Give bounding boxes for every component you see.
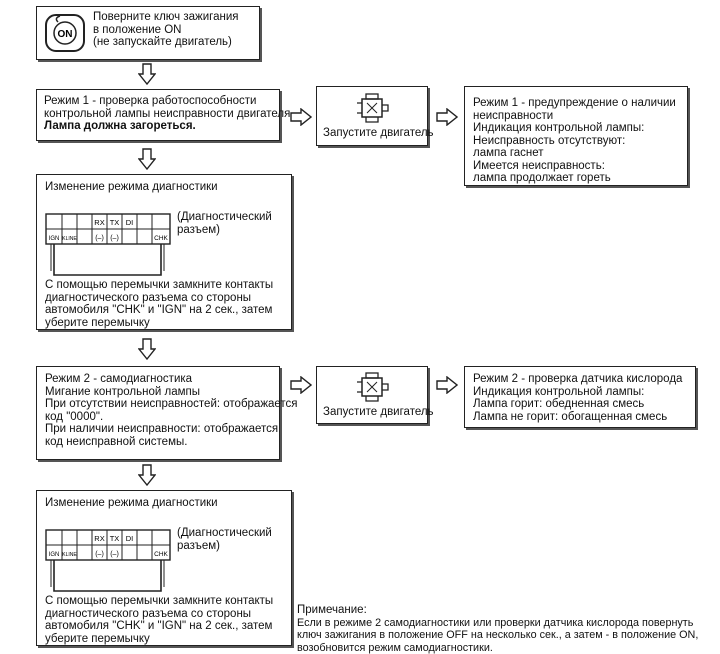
connector-caption-2: (Диагностический разъем)	[177, 527, 272, 552]
mode2-self-line-5: При наличии неисправности: отображается	[45, 423, 279, 435]
mode1-check-line-1: Режим 1 - проверка работоспособности	[44, 95, 257, 107]
mode2-self-line-2: Мигание контрольной лампы	[45, 385, 200, 398]
diagnostic-connector-icon	[45, 213, 171, 281]
mode1-warn-line-3: Индикация контрольной лампы:	[473, 122, 645, 134]
mode2-self-line-6: код неисправной системы.	[45, 435, 188, 448]
mode1-warn-line-4: Неисправность отсутствуют:	[473, 134, 626, 147]
pin-rx: RX	[94, 218, 105, 227]
mode2-oxy-line-2: Индикация контрольной лампы:	[473, 385, 645, 398]
mode2-oxy-line-3: Лампа горит: обедненная смесь	[473, 398, 645, 410]
engine-icon	[353, 91, 393, 125]
pin-tx: TX	[109, 218, 120, 227]
diagnostic-connector-icon	[45, 529, 171, 597]
mode1-warn-line-5: лампа гаснет	[473, 147, 544, 159]
start-engine-box-1	[316, 86, 434, 146]
ignition-line-2: в положение ON	[93, 23, 182, 36]
mode1-check-bold: Лампа должна загореться.	[44, 120, 196, 132]
mode1-warning-box	[464, 86, 688, 186]
mode2-self-line-3: При отсутствии неисправностей: отображается	[45, 398, 298, 410]
right-arrow-icon	[290, 376, 312, 394]
ignition-step-box	[36, 6, 260, 60]
mode1-check-box	[36, 89, 291, 141]
mode1-warn-line-2: неисправности	[473, 109, 554, 122]
pin-di: DI	[125, 534, 134, 543]
pin-minus-2: (–)	[110, 235, 119, 242]
pin-kline: KLINE	[62, 236, 77, 242]
ignition-icon-label: ON	[57, 29, 73, 40]
jumper-instruction-1: С помощью перемычки замкните контакты диагностического разъема со стороны автомобиля "CHK" и "IGN" на 2 сек., затем уберите перемычку	[45, 279, 274, 329]
diag-change-box-2	[36, 490, 292, 646]
down-arrow-icon	[138, 63, 156, 85]
pin-rx: RX	[94, 534, 105, 543]
mode2-oxygen-box	[464, 366, 696, 428]
mode1-warn-line-1: Режим 1 - предупреждение о наличии	[473, 97, 676, 109]
start-engine-label-2: Запустите двигатель	[323, 406, 434, 418]
down-arrow-icon	[138, 464, 156, 486]
down-arrow-icon	[138, 338, 156, 360]
mode1-check-line-2: контрольной лампы неисправности двигателя	[44, 107, 291, 120]
right-arrow-icon	[436, 108, 458, 126]
footnote	[297, 604, 715, 654]
note-line-1: Если в режиме 2 самодиагностики или проверки датчика кислорода повернуть	[297, 616, 694, 629]
diag-change-title-1: Изменение режима диагностики	[45, 181, 218, 193]
pin-ign: IGN	[48, 552, 60, 558]
note-title: Примечание:	[297, 604, 367, 616]
right-arrow-icon	[290, 108, 312, 126]
mode2-self-line-4: код "0000".	[45, 410, 104, 423]
jumper-instruction-2: С помощью перемычки замкните контакты диагностического разъема со стороны автомобиля "CHK" и "IGN" на 2 сек., затем уберите перемычку	[45, 595, 274, 645]
pin-minus-1: (–)	[95, 551, 104, 558]
pin-kline: KLINE	[62, 552, 77, 558]
down-arrow-icon	[138, 148, 156, 170]
pin-tx: TX	[109, 534, 120, 543]
note-line-3: возобновится режим самодиагностики.	[297, 641, 493, 654]
mode2-oxy-line-4: Лампа не горит: обогащенная смесь	[473, 410, 668, 423]
pin-chk: CHK	[154, 551, 168, 558]
diag-change-box-1	[36, 174, 292, 330]
ignition-line-3: (не запускайте двигатель)	[93, 36, 232, 48]
pin-minus-1: (–)	[95, 235, 104, 242]
pin-minus-2: (–)	[110, 551, 119, 558]
ignition-key-icon	[43, 12, 87, 54]
mode1-warn-line-7: лампа продолжает гореть	[473, 172, 611, 184]
mode2-oxy-line-1: Режим 2 - проверка датчика кислорода	[473, 373, 683, 385]
pin-ign: IGN	[48, 236, 60, 242]
engine-icon	[353, 370, 393, 404]
mode2-self-box	[36, 366, 298, 460]
pin-chk: CHK	[154, 235, 168, 242]
mode2-self-line-1: Режим 2 - самодиагностика	[45, 373, 193, 385]
pin-di: DI	[125, 218, 134, 227]
start-engine-label-1: Запустите двигатель	[323, 127, 434, 139]
start-engine-box-2	[316, 366, 434, 424]
right-arrow-icon	[436, 376, 458, 394]
note-line-2: ключ зажигания в положение OFF на несколько сек., а затем - в положение ON,	[297, 629, 699, 641]
mode1-warn-line-6: Имеется неисправность:	[473, 159, 605, 172]
diag-change-title-2: Изменение режима диагностики	[45, 497, 218, 509]
ignition-line-1: Поверните ключ зажигания	[93, 11, 239, 23]
connector-caption-1: (Диагностический разъем)	[177, 211, 272, 236]
